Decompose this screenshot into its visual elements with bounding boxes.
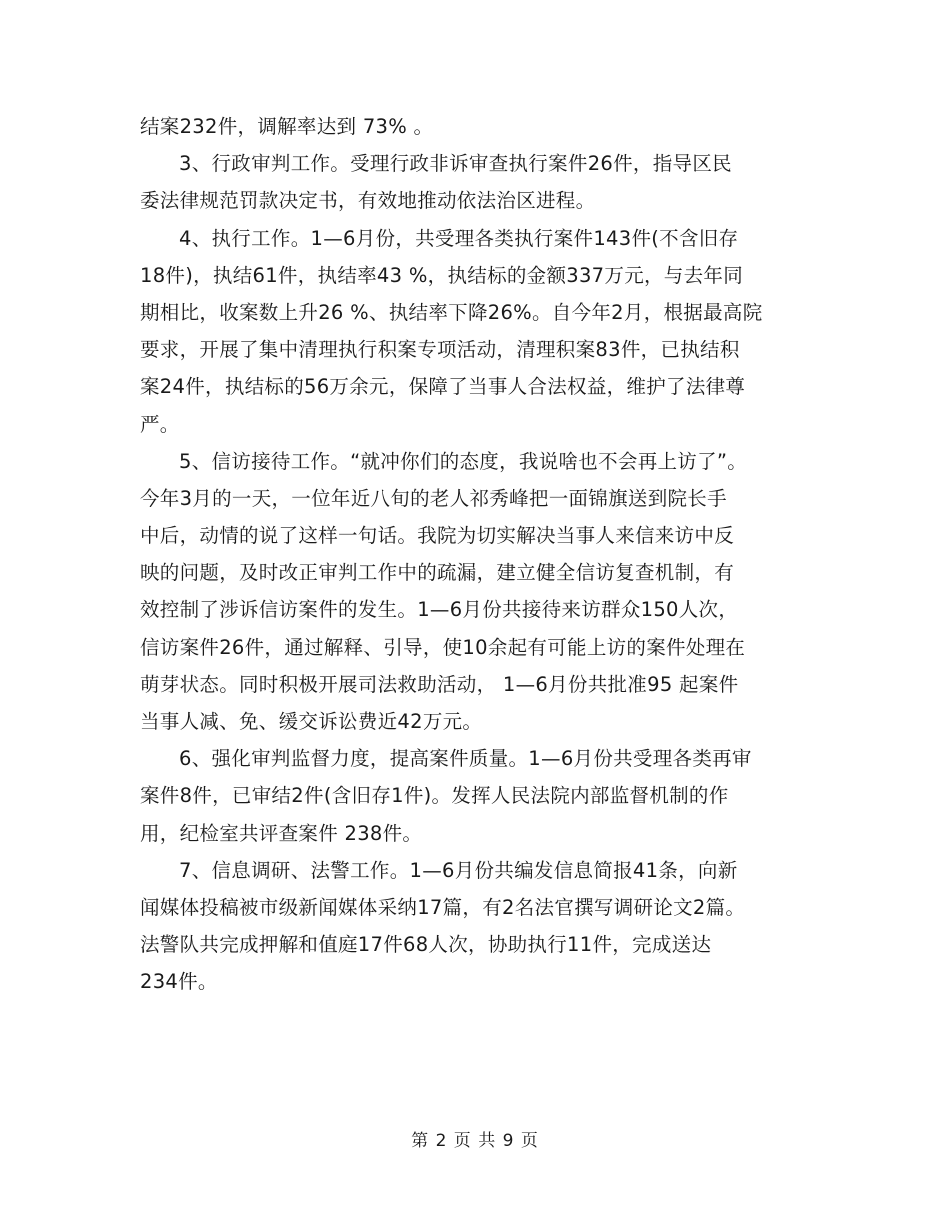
text-line: 案件8件，已审结2件(含旧存1件)。发挥人民法院内部监督机制的作 xyxy=(140,784,729,808)
text-line: 18件)，执结61件，执结率43 %，执结标的金额337万元，与去年同 xyxy=(140,263,743,287)
text-line: 委法律规范罚款决定书，有效地推动依法治区进程。 xyxy=(140,189,596,213)
text-line: 当事人减、免、缓交诉讼费近42万元。 xyxy=(140,710,483,733)
page-number-footer: 第 2 页 共 9 页 xyxy=(411,1131,539,1151)
text-line: 4、执行工作。1—6月份，共受理各类执行案件143件(不含旧存 xyxy=(179,226,739,250)
text-line: 5、信访接待工作。“就冲你们的态度，我说啥也不会再上访了”。 xyxy=(179,449,748,473)
text-line: 中后，动情的说了这样一句话。我院为切实解决当事人来信来访中反 xyxy=(140,524,735,548)
text-line: 用，纪检室共评查案件 238件。 xyxy=(140,821,423,845)
text-line: 闻媒体投稿被市级新闻媒体采纳17篇，有2名法官撰写调研论文2篇。 xyxy=(140,895,746,919)
document-body xyxy=(140,108,820,1001)
text-line: 6、强化审判监督力度，提高案件质量。1—6月份共受理各类再审 xyxy=(179,747,752,771)
text-line: 案24件，执结标的56万余元，保障了当事人合法权益，维护了法律尊 xyxy=(140,375,746,399)
text-line: 3、行政审判工作。受理行政非诉审查执行案件26件，指导区民 xyxy=(179,152,732,176)
text-line: 效控制了涉诉信访案件的发生。1—6月份共接待来访群众150人次， xyxy=(140,598,739,622)
text-line: 7、信息调研、法警工作。1—6月份共编发信息简报41条，向新 xyxy=(179,858,738,882)
text-line: 期相比，收案数上升26 %、执结率下降26%。自今年2月，根据最高院 xyxy=(140,300,763,324)
text-line: 要求，开展了集中清理执行积案专项活动，清理积案83件，已执结积 xyxy=(140,338,740,362)
text-line: 信访案件26件，通过解释、引导，使10余起有可能上访的案件处理在 xyxy=(140,635,746,659)
text-line: 严。 xyxy=(140,412,180,436)
text-line: 法警队共完成押解和值庭17件68人次，协助执行11件，完成送达 xyxy=(140,933,712,957)
text-line: 映的问题，及时改正审判工作中的疏漏，建立健全信访复查机制，有 xyxy=(140,561,735,585)
text-line: 234件。 xyxy=(140,970,218,994)
text-line: 今年3月的一天，一位年近八旬的老人祁秀峰把一面锦旗送到院长手 xyxy=(140,486,727,510)
text-line: 萌芽状态。同时积极开展司法救助活动， 1—6月份共批准95 起案件 xyxy=(140,672,739,696)
text-line: 结案232件，调解率达到 73% 。 xyxy=(140,115,434,138)
